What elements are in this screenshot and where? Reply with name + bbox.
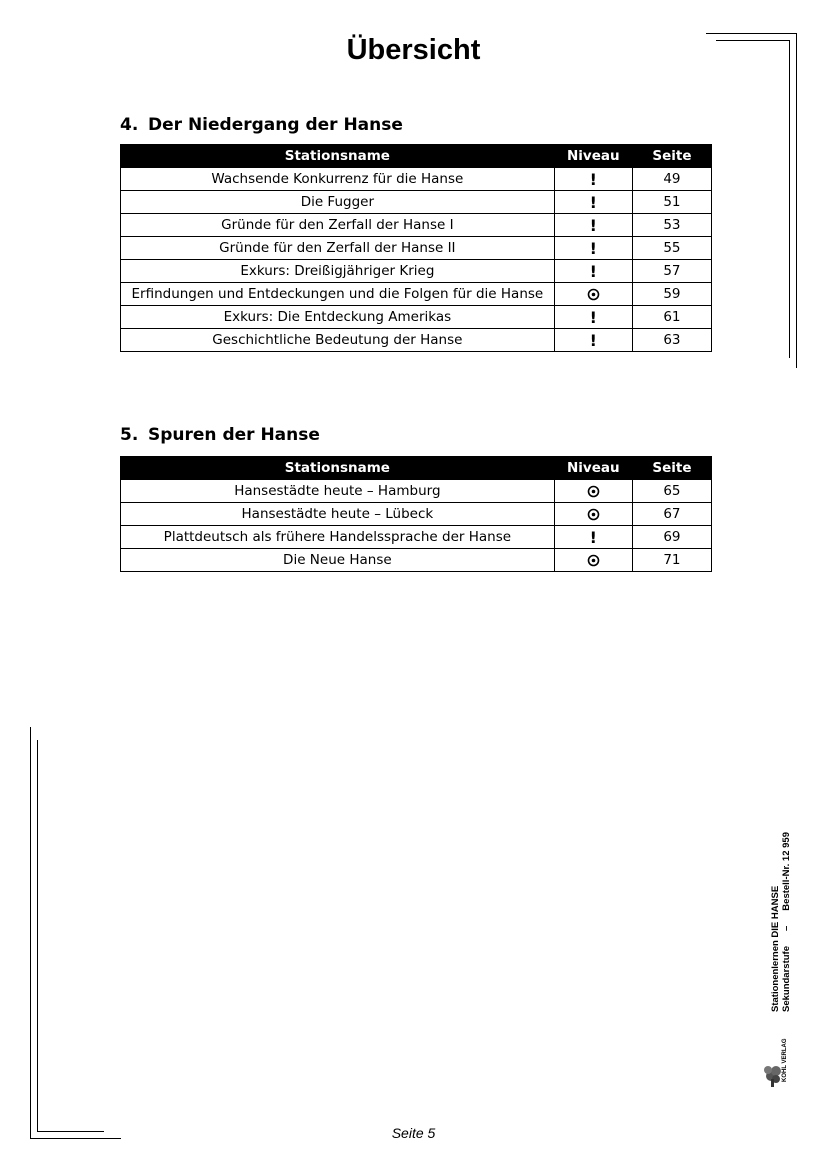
station-name: Gründe für den Zerfall der Hanse II	[121, 237, 555, 260]
imprint-line-2	[781, 832, 792, 1012]
exclamation-level-icon: !	[589, 330, 597, 350]
table-row	[121, 191, 712, 214]
target-level-icon	[587, 508, 600, 521]
station-page: 57	[632, 260, 711, 283]
station-page: 55	[632, 237, 711, 260]
station-page: 71	[632, 549, 711, 572]
table-row	[121, 526, 712, 549]
station-name: Hansestädte heute – Lübeck	[121, 503, 555, 526]
station-level	[554, 260, 632, 283]
station-page: 49	[632, 168, 711, 191]
target-level-icon	[587, 288, 600, 301]
station-page: 65	[632, 480, 711, 503]
station-name: Geschichtliche Bedeutung der Hanse	[121, 329, 555, 352]
section-number: 4.	[120, 115, 139, 135]
stations-table-4	[120, 144, 712, 352]
table-row	[121, 214, 712, 237]
exclamation-level-icon: !	[589, 169, 597, 189]
station-page: 51	[632, 191, 711, 214]
frame-corner-bottom-left	[30, 727, 31, 1139]
section-number: 5.	[120, 425, 139, 445]
logo-text: KOHL VERLAG	[782, 1038, 788, 1082]
station-name: Erfindungen und Entdeckungen und die Folgen für die Hanse	[121, 283, 555, 306]
station-name: Exkurs: Die Entdeckung Amerikas	[121, 306, 555, 329]
station-name: Die Fugger	[121, 191, 555, 214]
station-name: Plattdeutsch als frühere Handelssprache der Hanse	[121, 526, 555, 549]
header-niveau: Niveau	[554, 457, 632, 480]
station-level	[554, 480, 632, 503]
imprint-line-1: Stationenlernen DIE HANSE	[770, 885, 781, 1012]
exclamation-level-icon: !	[589, 527, 597, 547]
station-name: Gründe für den Zerfall der Hanse I	[121, 214, 555, 237]
station-level	[554, 191, 632, 214]
header-seite: Seite	[632, 457, 711, 480]
frame-corner-top-right	[796, 33, 797, 368]
table-row	[121, 503, 712, 526]
imprint-separator: –	[781, 925, 792, 931]
station-page: 67	[632, 503, 711, 526]
station-name: Wachsende Konkurrenz für die Hanse	[121, 168, 555, 191]
station-level	[554, 237, 632, 260]
header-seite: Seite	[632, 145, 711, 168]
header-stationsname: Stationsname	[121, 457, 555, 480]
station-level	[554, 329, 632, 352]
table-header-row	[121, 145, 712, 168]
table-row	[121, 260, 712, 283]
frame-corner-bottom-left	[37, 740, 38, 1132]
station-level	[554, 526, 632, 549]
stations-table-5	[120, 456, 712, 572]
table-row	[121, 306, 712, 329]
table-row	[121, 549, 712, 572]
target-level-icon	[587, 485, 600, 498]
station-page: 59	[632, 283, 711, 306]
header-niveau: Niveau	[554, 145, 632, 168]
section-heading-4	[120, 115, 403, 135]
exclamation-level-icon: !	[589, 307, 597, 327]
table-row	[121, 480, 712, 503]
page-number: Seite 5	[391, 1125, 436, 1141]
station-page: 53	[632, 214, 711, 237]
exclamation-level-icon: !	[589, 261, 597, 281]
section-title: Spuren der Hanse	[148, 425, 320, 445]
station-name: Hansestädte heute – Hamburg	[121, 480, 555, 503]
publisher-logo	[762, 1030, 798, 1088]
section-heading-5	[120, 425, 320, 445]
exclamation-level-icon: !	[589, 192, 597, 212]
table-header-row	[121, 457, 712, 480]
station-page: 63	[632, 329, 711, 352]
imprint-order-number: Bestell-Nr. 12 959	[781, 832, 792, 911]
frame-corner-top-right	[716, 40, 790, 41]
table-row	[121, 237, 712, 260]
table-row	[121, 283, 712, 306]
station-level	[554, 168, 632, 191]
station-level	[554, 503, 632, 526]
station-level	[554, 549, 632, 572]
imprint-level: Sekundarstufe	[781, 946, 792, 1012]
frame-corner-top-right	[706, 33, 797, 34]
station-name: Exkurs: Dreißigjähriger Krieg	[121, 260, 555, 283]
target-level-icon	[587, 554, 600, 567]
header-stationsname: Stationsname	[121, 145, 555, 168]
page-title: Übersicht	[346, 34, 481, 66]
exclamation-level-icon: !	[589, 238, 597, 258]
station-page: 61	[632, 306, 711, 329]
station-name: Die Neue Hanse	[121, 549, 555, 572]
section-title: Der Niedergang der Hanse	[148, 115, 403, 135]
station-level	[554, 283, 632, 306]
table-row	[121, 329, 712, 352]
station-level	[554, 214, 632, 237]
station-level	[554, 306, 632, 329]
frame-corner-top-right	[789, 40, 790, 358]
table-row	[121, 168, 712, 191]
publisher-imprint	[770, 832, 792, 1012]
station-page: 69	[632, 526, 711, 549]
exclamation-level-icon: !	[589, 215, 597, 235]
